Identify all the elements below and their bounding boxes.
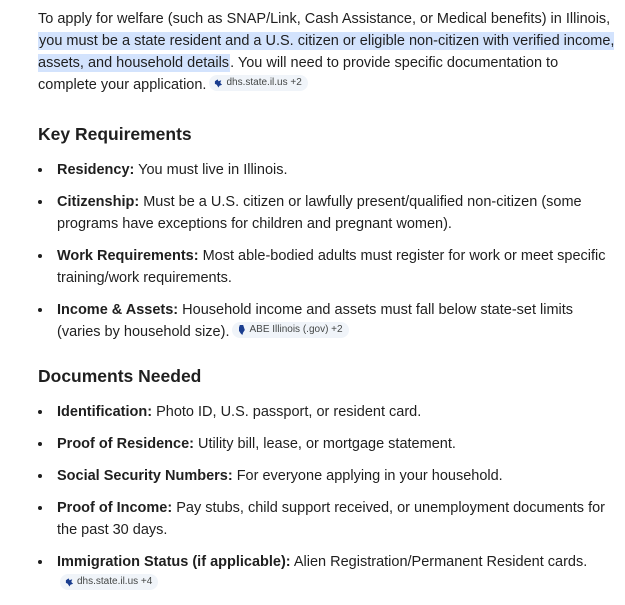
- item-text: Alien Registration/Permanent Resident cards.: [290, 554, 588, 570]
- documents-list: [38, 401, 618, 595]
- dhs-logo-icon: [65, 577, 74, 587]
- list-item: [38, 497, 618, 541]
- list-item: [38, 465, 618, 487]
- source-chip[interactable]: [232, 322, 348, 338]
- bullet: [38, 560, 42, 564]
- list-item: [38, 433, 618, 455]
- list-item: [38, 401, 618, 423]
- list-item: [38, 299, 618, 343]
- item-text: Pay stubs, child support received, or unemployment documents for the past 30 days.: [57, 500, 606, 538]
- highlighted-text[interactable]: you must be a state resident and a U.S. citizen or eligible non-citizen with verified income, assets, and household details: [38, 33, 615, 71]
- bullet: [38, 168, 42, 172]
- item-label: Proof of Residence:: [57, 436, 194, 452]
- item-label: Work Requirements:: [57, 248, 199, 264]
- list-item: [38, 159, 618, 181]
- item-label: Social Security Numbers:: [57, 468, 233, 484]
- bullet: [38, 506, 42, 510]
- bullet: [38, 410, 42, 414]
- bullet: [38, 442, 42, 446]
- source-chip-label: dhs.state.il.us +2: [226, 77, 302, 88]
- intro-paragraph: [38, 8, 618, 96]
- dhs-logo-icon: [214, 78, 223, 88]
- item-text: Household income and assets must fall below state-set limits (varies by household size).: [57, 302, 574, 340]
- source-chip[interactable]: [60, 574, 158, 590]
- response-content: [38, 8, 618, 605]
- list-item: [38, 551, 618, 595]
- list-item: [38, 191, 618, 235]
- item-label: Identification:: [57, 404, 153, 420]
- item-text: Must be a U.S. citizen or lawfully present/qualified non-citizen (some programs have exceptions for children and pregnant women).: [57, 194, 582, 232]
- source-chip[interactable]: [209, 75, 307, 91]
- illinois-state-icon: [237, 325, 246, 335]
- section-heading-key-requirements: Key Requirements: [38, 124, 192, 144]
- item-label: Residency:: [57, 162, 135, 178]
- item-label: Immigration Status (if applicable):: [57, 554, 291, 570]
- source-chip-label: ABE Illinois (.gov) +2: [249, 324, 343, 335]
- item-label: Proof of Income:: [57, 500, 173, 516]
- section-heading-documents-needed: Documents Needed: [38, 366, 202, 386]
- item-text: You must live in Illinois.: [134, 162, 288, 178]
- item-text: Most able-bodied adults must register for work or meet specific training/work requirements.: [57, 248, 606, 286]
- item-text: Utility bill, lease, or mortgage statement.: [193, 436, 456, 452]
- item-label: Income & Assets:: [57, 302, 179, 318]
- bullet: [38, 474, 42, 478]
- source-chip-label: dhs.state.il.us +4: [77, 576, 153, 587]
- intro-text: To apply for welfare (such as SNAP/Link, Cash Assistance, or Medical benefits) in Illinois,: [38, 11, 611, 27]
- bullet: [38, 254, 42, 258]
- list-item: [38, 245, 618, 289]
- item-text: For everyone applying in your household.: [232, 468, 503, 484]
- item-text: Photo ID, U.S. passport, or resident card.: [152, 404, 422, 420]
- requirements-list: [38, 159, 618, 343]
- intro-text-end: . You will need to provide specific documentation to complete your application.: [38, 55, 559, 93]
- item-label: Citizenship:: [57, 194, 140, 210]
- bullet: [38, 308, 42, 312]
- bullet: [38, 200, 42, 204]
